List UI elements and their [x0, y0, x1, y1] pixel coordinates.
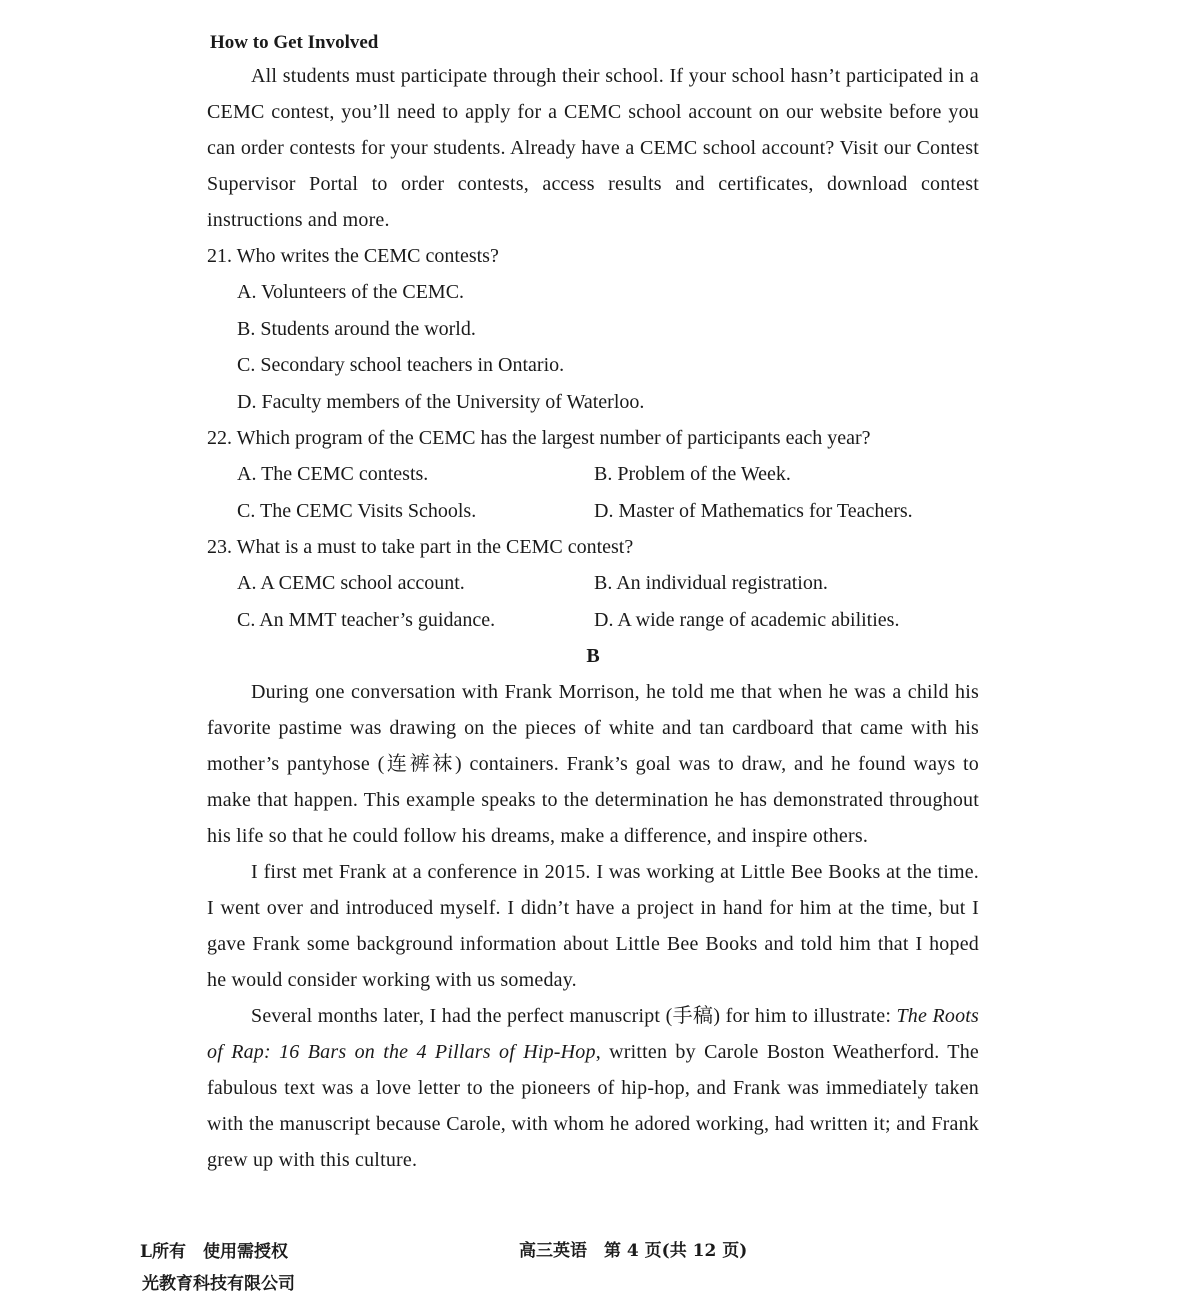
question-23	[207, 529, 979, 638]
option: B. Problem of the Week.	[594, 463, 791, 485]
option: D. Faculty members of the University of Waterloo.	[237, 390, 645, 413]
page-number: 高三英语 第 4 页(共 12 页)	[519, 1241, 748, 1261]
option: C. Secondary school teachers in Ontario.	[237, 354, 565, 376]
option: B. Students around the world.	[237, 317, 476, 340]
passage-b-paragraph-3	[207, 998, 979, 1178]
option: A. Volunteers of the CEMC.	[237, 281, 465, 303]
option: A. A CEMC school account.	[237, 572, 465, 594]
question-stem: 23. What is a must to take part in the CEMC contest?	[207, 536, 634, 558]
section-heading: How to Get Involved	[210, 32, 379, 53]
option: D. A wide range of academic abilities.	[594, 608, 900, 631]
paragraph-rest: , written by Carole Boston Weatherford. The fabulous text was a love letter to the pioneers of hip-hop, and Frank was immediately taken with the manuscript because Carole, with whom he adored working, had written it; and Frank grew up with this culture.	[207, 1041, 979, 1171]
footer-copyright: L所有 使用需授权	[140, 1242, 288, 1262]
question-stem: 21. Who writes the CEMC contests?	[207, 245, 499, 267]
passage-b-paragraph-2: I first met Frank at a conference in 2015. I was working at Little Bee Books at the time. I went over and introduced myself. I didn’t have a project in hand for him at the time, but I gave Frank some background information about Little Bee Books and told him that I hoped he would consider working with us someday.	[207, 861, 979, 991]
main-column	[207, 58, 979, 1178]
section-label: B	[586, 645, 600, 667]
option: C. The CEMC Visits Schools.	[237, 499, 477, 522]
footer-company: 光教育科技有限公司	[142, 1274, 295, 1294]
option: C. An MMT teacher’s guidance.	[237, 608, 496, 631]
intro-paragraph: All students must participate through their school. If your school hasn’t participated in a CEMC contest, you’ll need to apply for a CEMC school account on our website before you can order contests for your students. Already have a CEMC school account? Visit our Contest Supervisor Portal to order contests, access results and certificates, download contest instructions and more.	[207, 65, 979, 231]
passage-b-paragraph-1: During one conversation with Frank Morrison, he told me that when he was a child his favorite pastime was drawing on the pieces of white and tan cardboard that came with his mother’s pantyhose (连裤袜) containers. Frank’s goal was to draw, and he found ways to make that happen. This example speaks to the determination he has demonstrated throughout his life so that he could follow his dreams, make a difference, and inspire others.	[207, 681, 979, 847]
paragraph-lead: Several months later, I had the perfect manuscript (手稿) for him to illustrate:	[251, 1005, 897, 1027]
option: B. An individual registration.	[594, 572, 828, 594]
option: D. Master of Mathematics for Teachers.	[594, 499, 913, 522]
question-stem: 22. Which program of the CEMC has the largest number of participants each year?	[207, 427, 871, 449]
option: A. The CEMC contests.	[237, 463, 429, 485]
question-22	[207, 420, 979, 529]
question-21	[207, 238, 979, 420]
book-title: The Roots of Rap: 16 Bars on the 4 Pillars of Hip-Hop	[207, 1005, 980, 1063]
